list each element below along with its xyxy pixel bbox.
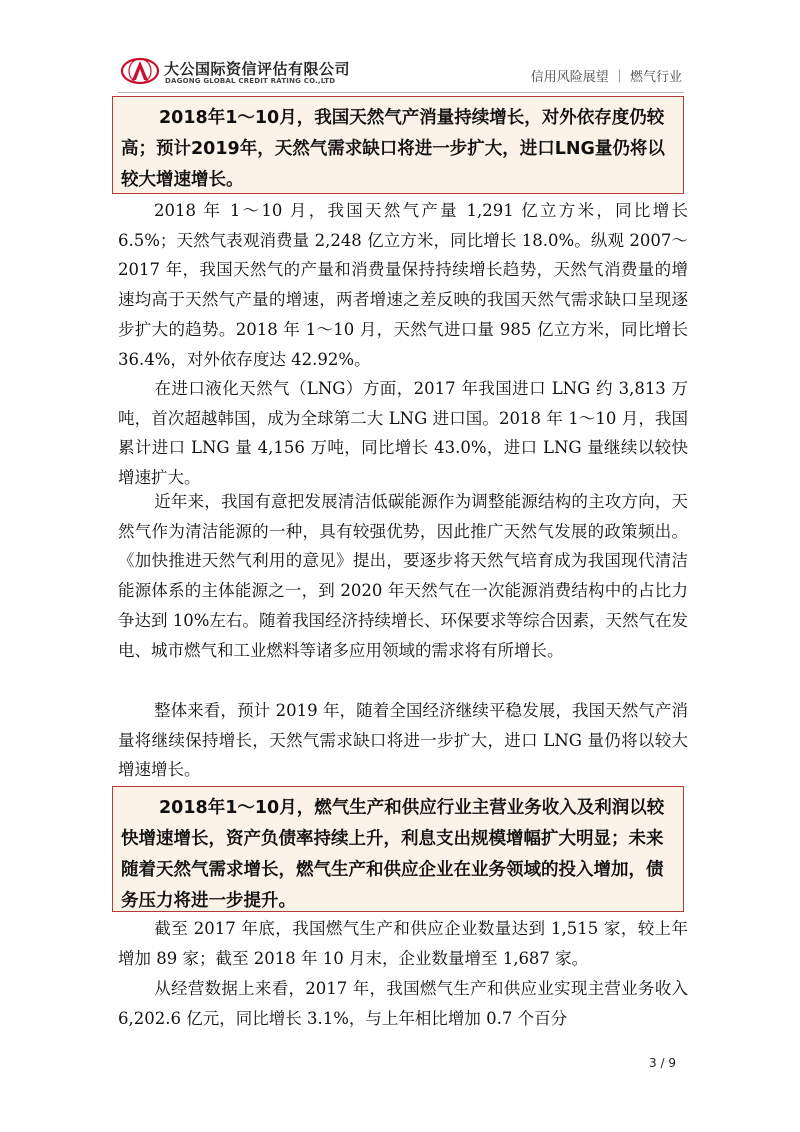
highlight-text: 2018年1～10月，燃气生产和供应行业主营业务收入及利润以较快增速增长，资产负债率持续上升，利息支出规模增幅扩大明显；未来随着天然气需求增长，燃气生产和供应企业在业务领域的投入增加，债务压力将进一步提升。 [121,798,665,911]
company-name-en: DAGONG GLOBAL CREDIT RATING CO.,LTD [165,77,336,85]
company-name-cn: 大公国际资信评估有限公司 [164,60,351,78]
highlight-box-industry-finance [112,786,684,912]
highlight-box-gas-supply [112,96,684,194]
page-number: 3 / 9 [649,1056,676,1070]
header-section-label: 信用风险展望 ｜ 燃气行业 [530,70,682,85]
dagong-logo-icon [120,56,160,86]
body-paragraph: 2018 年 1～10 月，我国天然气产量 1,291 亿立方米，同比增长 6.5%；天然气表观消费量 2,248 亿立方米，同比增长 18.0%。纵观 2007～2017 年，我国天然气的产量和消费量保持持续增长趋势，天然气消费量的增速均高于天然气产量的增速，两者增速之差反映的我国天然气需求缺口呈现逐步扩大的趋势。2018 年 1～10 月，天然气进口量 985 亿立方米，同比增长 36.4%，对外依存度达 42.92%。 [118,201,688,369]
highlight-text: 2018年1～10月，我国天然气产消量持续增长，对外依存度仍较高；预计2019年，天然气需求缺口将进一步扩大，进口LNG量仍将以较大增速增长。 [121,108,665,190]
body-paragraph: 整体来看，预计 2019 年，随着全国经济继续平稳发展，我国天然气产消量将继续保持增长，天然气需求缺口将进一步扩大，进口 LNG 量仍将以较大增速增长。 [118,701,688,780]
body-paragraph: 在进口液化天然气（LNG）方面，2017 年我国进口 LNG 约 3,813 万吨，首次超越韩国，成为全球第二大 LNG 进口国。2018 年 1～10 月，我国累计进口 LNG 量 4,156 万吨，同比增长 43.0%，进口 LNG 量继续以较快增速扩大。 [118,379,688,488]
body-paragraph: 近年来，我国有意把发展清洁低碳能源作为调整能源结构的主攻方向，天然气作为清洁能源的一种，具有较强优势，因此推广天然气发展的政策频出。《加快推进天然气利用的意见》提出，要逐步将天然气培育成为我国现代清洁能源体系的主体能源之一，到 2020 年天然气在一次能源消费结构中的占比力争达到 10%左右。随着我国经济持续增长、环保要求等综合因素，天然气在发电、城市燃气和工业燃料等诸多应用领域的需求将有所增长。 [118,492,688,660]
body-paragraph: 截至 2017 年底，我国燃气生产和供应企业数量达到 1,515 家，较上年增加 89 家；截至 2018 年 10 月末，企业数量增至 1,687 家。 [118,919,688,968]
header-divider [118,92,684,93]
page-header [120,52,682,92]
body-paragraph: 从经营数据上来看，2017 年，我国燃气生产和供应业实现主营业务收入 6,202.6 亿元，同比增长 3.1%，与上年相比增加 0.7 个百分 [118,979,688,1028]
